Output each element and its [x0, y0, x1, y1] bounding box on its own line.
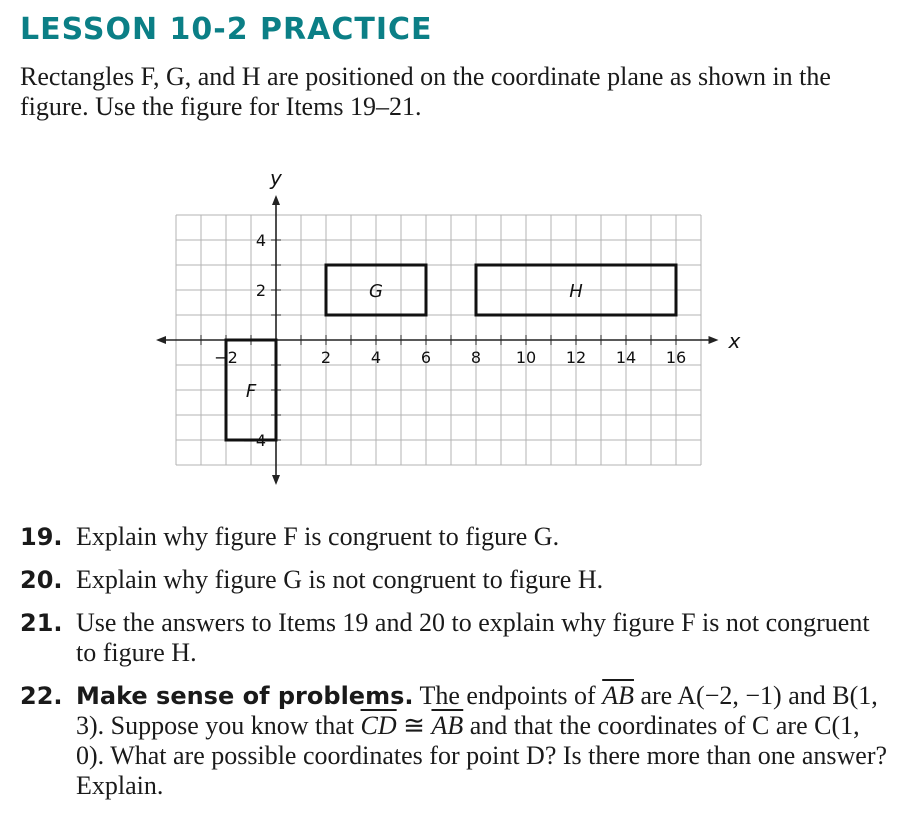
- item-text: [76, 681, 890, 801]
- item-20: [20, 565, 890, 595]
- rectangle-label: G: [369, 281, 383, 302]
- item-19: [20, 522, 890, 552]
- item-number: 20.: [20, 566, 63, 594]
- y-tick-label: 4: [255, 231, 266, 250]
- intro-text: Rectangles F, G, and H are positioned on the coordinate plane as shown in the figure. Use the figure for Items 19–21.: [20, 62, 831, 121]
- item-text: Explain why figure G is not congruent to figure H.: [76, 565, 604, 594]
- practice-items: [20, 522, 890, 814]
- y-tick-label: 2: [255, 281, 266, 300]
- x-axis-arrow: [156, 336, 166, 344]
- item-number: 21.: [20, 609, 63, 637]
- x-tick-label: −2: [214, 348, 238, 367]
- item-text-part: are A(−2, −1) and B(1, 3). Suppose you know that: [76, 681, 878, 740]
- congruent-symbol: ≅: [396, 711, 432, 740]
- y-axis-label: y: [270, 170, 282, 190]
- item-number: 22.: [20, 682, 63, 710]
- segment-ab: $\overline{AB}$: [431, 711, 464, 740]
- y-tick-label: −4: [242, 431, 266, 450]
- x-tick-label: 6: [420, 348, 432, 367]
- item-21: [20, 608, 890, 668]
- item-keyword: Make sense of problems.: [76, 682, 414, 710]
- y-axis-arrow: [272, 475, 280, 485]
- rectangle-label: F: [245, 381, 257, 402]
- rectangle-label: H: [569, 281, 583, 302]
- item-22: [20, 681, 890, 801]
- x-tick-label: 14: [615, 348, 637, 367]
- x-tick-label: 10: [515, 348, 537, 367]
- lesson-title: LESSON 10-2 PRACTICE: [20, 12, 433, 47]
- item-number: 19.: [20, 523, 63, 551]
- y-axis-arrow: [272, 195, 280, 205]
- coordinate-plane-figure: [150, 170, 750, 490]
- item-text-part: The endpoints of: [413, 681, 603, 710]
- x-tick-label: 12: [565, 348, 587, 367]
- item-text: Use the answers to Items 19 and 20 to explain why figure F is not congruent to figure H.: [76, 608, 870, 667]
- segment-ab: $\overline{AB}$: [602, 681, 634, 710]
- x-tick-label: 4: [370, 348, 382, 367]
- x-axis-arrow: [709, 336, 719, 344]
- item-text: Explain why figure F is congruent to figure G.: [76, 522, 560, 551]
- item-text-part: and that the coordinates of C are C(1, 0). What are possible coordinates for point D? Is there more than one answer? Explain.: [76, 711, 888, 800]
- x-tick-label: 8: [470, 348, 482, 367]
- x-tick-label: 16: [665, 348, 687, 367]
- x-tick-label: 2: [320, 348, 332, 367]
- x-axis-label: x: [728, 329, 741, 353]
- segment-cd: $\overline{CD}$: [360, 711, 397, 740]
